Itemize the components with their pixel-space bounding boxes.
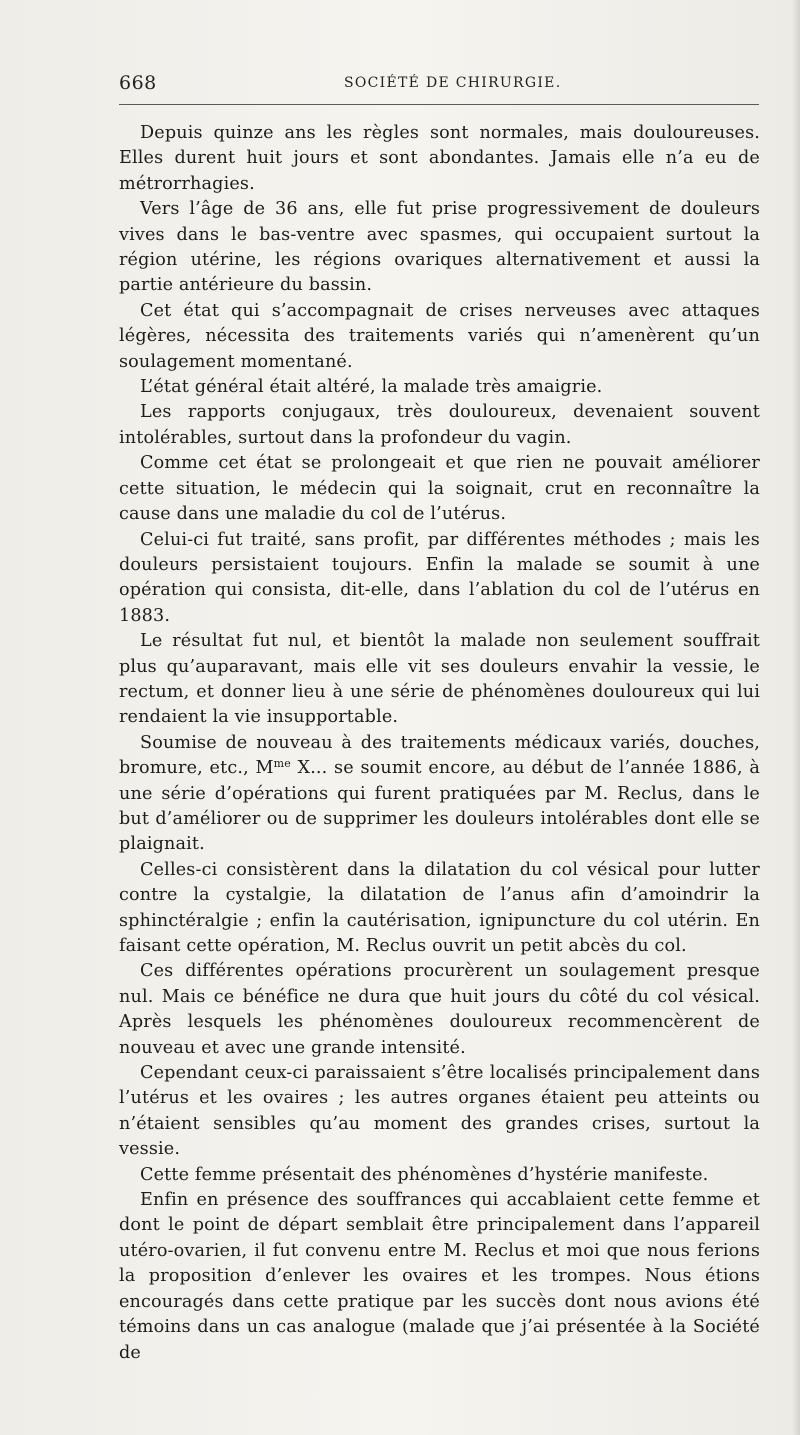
paragraph-2: Vers l’âge de 36 ans, elle fut prise progressivement de douleurs vives dans le bas-ventre avec spasmes, qui occupaient surtout la région utérine, les régions ovariques alternativement et aussi la partie antérieure du bassin. [119,199,760,296]
paragraph-5: Les rapports conjugaux, très douloureux, devenaient souvent intolérables, surtout dans la profondeur du vagin. [119,402,760,448]
running-title: SOCIÉTÉ DE CHIRURGIE. [344,75,562,91]
paragraph-10: Celles-ci consistèrent dans la dilatation du col vésical pour lutter contre la cystalgie, la dilatation de l’anus afin d’amoindrir la sphinctéralgie ; enfin la cautérisation, ignipuncture du col utérin. En faisant cette opération, M. Reclus ouvrit un petit abcès du col. [119,859,760,956]
page-edge-shadow [792,0,800,1435]
paragraph-6: Comme cet état se prolongeait et que rien ne pouvait améliorer cette situation, le médecin qui la soignait, crut en reconnaître la cause dans une maladie du col de l’utérus. [119,453,760,525]
paragraph-14: Enfin en présence des souffrances qui accablaient cette femme et dont le point de départ semblait être principalement dans l’appareil utéro-ovarien, il fut convenu entre M. Reclus et moi que nous ferions la proposition d’enlever les ovaires et les trompes. Nous étions encouragés dans cette pratique par les succès dont nous avions été témoins dans un cas analogue (malade que j’ai présentée à la Société de [119,1190,760,1363]
paragraph-9-after: X... se soumit encore, au début de l’année 1886, à une série d’opérations qui furent pratiquées par M. Reclus, dans le but d’améliorer ou de supprimer les douleurs intolérables dont elle se plaignait. [119,758,760,855]
paragraph-4: L’état général était altéré, la malade très amaigrie. [140,377,603,398]
paragraph-9-superscript: me [273,757,291,771]
paragraph-7: Celui-ci fut traité, sans profit, par différentes méthodes ; mais les douleurs persistaient toujours. Enfin la malade se soumit à une opération qui consista, dit-elle, dans l’ablation du col de l’utérus en 1883. [119,529,760,626]
paragraph-1: Depuis quinze ans les règles sont normales, mais douloureuses. Elles durent huit jours et sont abondantes. Jamais elle n’a eu de métrorrhagies. [119,123,760,194]
paragraph-9-before: Soumise de nouveau à des traitements médicaux variés, douches, bromure, etc., M [119,732,760,779]
body-text [119,121,760,1366]
paragraph-3: Cet état qui s’accompagnait de crises nerveuses avec attaques légères, nécessita des traitements variés qui n’amenèrent qu’un soulagement momentané. [119,300,760,372]
paragraph-11: Ces différentes opérations procurèrent un soulagement presque nul. Mais ce bénéfice ne dura que huit jours du côté du col vésical. Après lesquels les phénomènes douloureux recommencèrent de nouveau et avec une grande intensité. [119,961,760,1058]
paragraph-13: Cette femme présentait des phénomènes d’hystérie manifeste. [140,1164,709,1185]
paragraph-8: Le résultat fut nul, et bientôt la malade non seulement souffrait plus qu’auparavant, mais elle vit ses douleurs envahir la vessie, le rectum, et donner lieu à une série de phénomènes douloureux qui lui rendaient la vie insupportable. [119,631,760,728]
page-header [119,72,759,102]
header-rule [119,104,759,105]
paragraph-9 [119,731,760,858]
page-number: 668 [119,72,157,94]
paragraph-12: Cependant ceux-ci paraissaient s’être localisés principalement dans l’utérus et les ovaires ; les autres organes étaient peu atteints ou n’étaient sensibles qu’au moment des grandes crises, surtout la vessie. [119,1063,760,1160]
